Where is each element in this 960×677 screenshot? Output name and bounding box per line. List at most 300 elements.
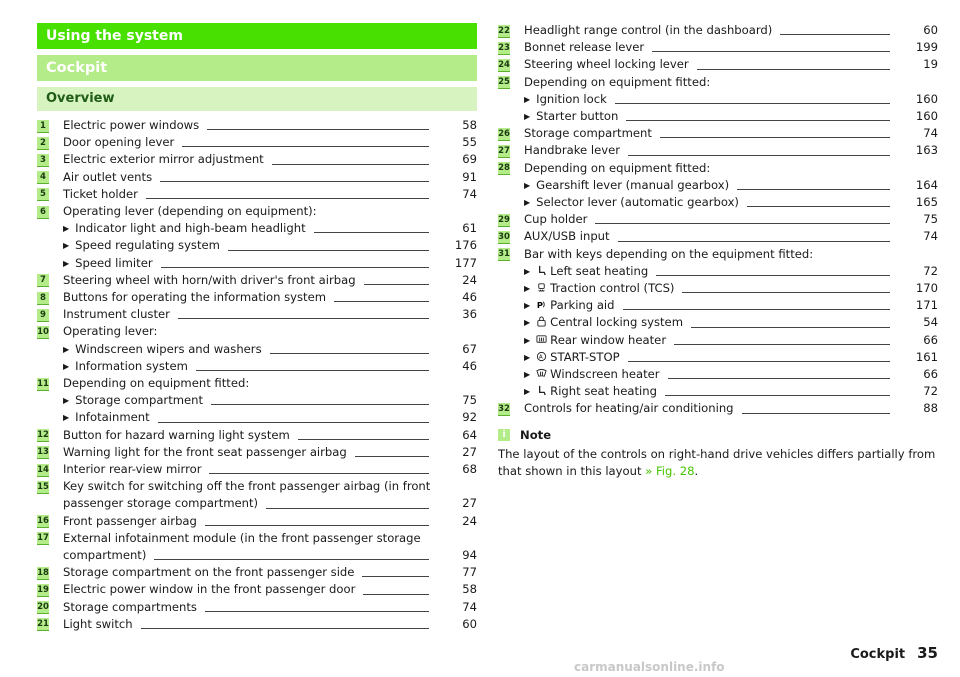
item-number-badge: 21: [37, 619, 49, 630]
sub-item-line: [524, 91, 938, 108]
item-text: [524, 400, 734, 417]
lock-icon: [536, 315, 547, 326]
list-item: [498, 160, 938, 212]
list-item: [37, 289, 477, 306]
item-body: [63, 581, 477, 598]
item-line: [63, 427, 477, 444]
item-label: Storage compartment on the front passenger side: [63, 565, 355, 580]
page-reference: 94: [462, 548, 477, 563]
traction-control-icon: [536, 281, 547, 292]
item-number-badge: 12: [37, 430, 49, 441]
item-label: AUX/USB input: [524, 229, 610, 244]
item-line: [63, 375, 477, 392]
page-reference: 74: [923, 229, 938, 244]
list-item: [37, 599, 477, 616]
item-body: [63, 461, 477, 478]
page-reference: 36: [462, 307, 477, 322]
item-text: [524, 160, 710, 177]
leader-line: [178, 318, 429, 319]
leader-line: [270, 353, 429, 354]
leader-line: [618, 241, 890, 242]
item-label: Cup holder: [524, 212, 588, 227]
leader-line: [207, 129, 429, 130]
note-title: Note: [520, 427, 552, 442]
item-text: [63, 237, 220, 254]
item-body: [63, 513, 477, 530]
leader-line: [209, 473, 429, 474]
item-line: [63, 547, 477, 564]
item-line: [524, 211, 938, 228]
page-reference: 24: [462, 272, 477, 287]
item-label: Speed limiter: [75, 255, 153, 270]
item-number-badge: 11: [37, 378, 49, 389]
item-label: Ignition lock: [536, 91, 607, 106]
sub-item-line: [63, 392, 477, 409]
item-line: [63, 461, 477, 478]
item-label: Storage compartment: [524, 126, 652, 141]
item-text: [63, 117, 199, 134]
item-text: [63, 203, 317, 220]
page-reference: 27: [462, 496, 477, 511]
item-label: Depending on equipment fitted:: [524, 160, 711, 175]
list-item: [498, 74, 938, 126]
item-text: [63, 427, 290, 444]
page-reference: 58: [462, 118, 477, 132]
item-label: Instrument cluster: [63, 307, 170, 322]
subsection-title: Overview: [37, 87, 477, 111]
item-text: [524, 228, 610, 245]
item-label: Right seat heating: [550, 384, 657, 399]
item-label: Light switch: [63, 616, 133, 631]
page-reference: 69: [462, 152, 477, 167]
item-number-badge: 22: [498, 25, 510, 36]
leader-line: [363, 594, 429, 595]
item-label: Warning light for the front seat passenger airbag: [63, 444, 347, 459]
page-reference: 161: [915, 349, 938, 364]
item-text: [524, 297, 615, 314]
page-reference: 66: [923, 332, 938, 347]
item-label: Speed regulating system: [75, 238, 220, 253]
list-item: [498, 22, 938, 39]
page-reference: 54: [923, 315, 938, 330]
item-text: [63, 323, 157, 340]
item-label: Door opening lever: [63, 135, 175, 150]
leader-line: [697, 69, 890, 70]
item-text: [63, 564, 354, 581]
sub-item-line: [524, 280, 938, 297]
item-label: passenger storage compartment): [63, 496, 259, 511]
item-label: Windscreen wipers and washers: [75, 341, 262, 356]
item-number-badge: 7: [37, 274, 49, 287]
page-reference: 61: [462, 221, 477, 236]
leader-line: [364, 284, 429, 285]
item-text: [524, 108, 618, 125]
page-footer: [850, 644, 938, 662]
item-number-badge: 26: [498, 128, 510, 139]
list-item: [37, 169, 477, 186]
page-reference: 177: [454, 255, 477, 270]
page-reference: 74: [462, 599, 477, 614]
item-label: Indicator light and high-beam headlight: [75, 221, 306, 236]
item-body: [63, 444, 477, 461]
info-icon: i: [498, 429, 510, 441]
item-line: [524, 246, 938, 263]
leader-line: [626, 120, 890, 121]
item-body: [63, 186, 477, 203]
list-item: [37, 427, 477, 444]
leader-line: [228, 250, 429, 251]
item-label: Traction control (TCS): [550, 281, 675, 296]
item-body: [524, 400, 938, 417]
item-label: Infotainment: [75, 410, 150, 425]
list-item: [37, 323, 477, 375]
item-label: Operating lever:: [63, 324, 158, 339]
page-reference: 164: [915, 177, 938, 192]
page-reference: 165: [915, 195, 938, 210]
item-text: [63, 444, 347, 461]
item-number-badge: 18: [37, 567, 49, 578]
note-heading: [498, 428, 938, 442]
item-number-badge: 1: [37, 120, 49, 133]
item-text: [524, 56, 689, 73]
item-number-badge: 25: [498, 77, 510, 88]
item-text: [63, 341, 262, 358]
sub-item-line: [524, 383, 938, 400]
item-text: [63, 289, 326, 306]
leader-line: [314, 232, 429, 233]
item-number-badge: 20: [37, 602, 49, 613]
item-label: Windscreen heater: [550, 367, 660, 382]
leader-line: [158, 422, 429, 423]
page-reference: 64: [462, 427, 477, 442]
item-line: [63, 599, 477, 616]
item-label: Storage compartments: [63, 599, 197, 614]
leader-line: [205, 611, 429, 612]
item-text: [63, 272, 356, 289]
leader-line: [182, 146, 429, 147]
parking-aid-icon: [536, 298, 547, 309]
item-body: [63, 530, 477, 564]
item-body: [63, 134, 477, 151]
leader-line: [682, 292, 890, 293]
page-reference: 74: [462, 186, 477, 201]
page-reference: 68: [462, 462, 477, 477]
item-body: [63, 323, 477, 375]
item-line: [63, 478, 477, 495]
page-reference: 77: [462, 565, 477, 580]
item-label: Key switch for switching off the front passenger airbag (in front: [63, 479, 431, 494]
item-body: [63, 203, 477, 272]
leader-line: [146, 198, 429, 199]
item-label: Buttons for operating the information system: [63, 290, 327, 305]
seat-heating-icon: [536, 264, 547, 275]
item-number-badge: 24: [498, 59, 510, 70]
item-label: Selector lever (automatic gearbox): [536, 195, 739, 210]
item-number-badge: 15: [37, 481, 49, 492]
leader-line: [160, 181, 429, 182]
item-number-badge: 32: [498, 403, 510, 414]
list-item: [37, 151, 477, 168]
list-item: [498, 228, 938, 245]
item-text: [524, 142, 620, 159]
item-text: [63, 495, 258, 512]
leader-line: [272, 164, 429, 165]
item-body: [524, 228, 938, 245]
item-line: [524, 22, 938, 39]
list-item: [498, 39, 938, 56]
item-line: [524, 400, 938, 417]
item-label: compartment): [63, 548, 147, 563]
item-label: External infotainment module (in the front passenger storage: [63, 530, 421, 545]
item-body: [63, 169, 477, 186]
item-body: [524, 160, 938, 212]
item-text: [524, 39, 644, 56]
page-reference: 75: [462, 393, 477, 408]
item-label: Ticket holder: [63, 186, 138, 201]
left-column: [37, 23, 477, 633]
leader-line: [161, 267, 429, 268]
item-text: [63, 409, 150, 426]
item-number-badge: 9: [37, 309, 49, 322]
page-reference: 58: [462, 582, 477, 597]
item-text: [63, 513, 197, 530]
page-reference: 92: [462, 410, 477, 425]
list-item: [37, 272, 477, 289]
page-reference: 160: [915, 91, 938, 106]
leader-line: [660, 137, 890, 138]
leader-line: [298, 439, 429, 440]
item-number-badge: 6: [37, 206, 49, 219]
item-line: [63, 151, 477, 168]
item-label: Steering wheel with horn/with driver's front airbag: [63, 272, 356, 287]
item-label: Depending on equipment fitted:: [63, 376, 250, 391]
sub-item-line: [524, 332, 938, 349]
list-item: [37, 581, 477, 598]
item-label: Button for hazard warning light system: [63, 427, 290, 442]
page-reference: 160: [915, 109, 938, 124]
sub-item-line: [524, 314, 938, 331]
item-text: [63, 186, 138, 203]
page-number: 35: [917, 644, 938, 662]
sub-item-line: [63, 237, 477, 254]
leader-line: [196, 370, 429, 371]
item-label: START-STOP: [550, 349, 620, 364]
list-item: [37, 375, 477, 427]
page-reference: 176: [454, 238, 477, 253]
leader-line: [674, 344, 890, 345]
list-item: [498, 125, 938, 142]
sub-item-line: [63, 255, 477, 272]
page-reference: 75: [923, 212, 938, 227]
item-text: [524, 280, 674, 297]
item-line: [524, 160, 938, 177]
item-body: [63, 306, 477, 323]
leader-line: [668, 378, 890, 379]
item-line: [63, 581, 477, 598]
item-number-badge: 5: [37, 188, 49, 201]
item-number-badge: 13: [37, 447, 49, 458]
item-number-badge: 27: [498, 145, 510, 156]
item-number-badge: 8: [37, 292, 49, 305]
item-body: [63, 599, 477, 616]
item-body: [63, 478, 477, 512]
item-text: [524, 177, 729, 194]
list-item: [498, 56, 938, 73]
item-line: [63, 444, 477, 461]
leader-line: [780, 34, 890, 35]
item-line: [63, 272, 477, 289]
leader-line: [595, 223, 890, 224]
item-text: [524, 263, 648, 280]
item-body: [63, 564, 477, 581]
item-body: [524, 246, 938, 401]
item-label: Electric power window in the front passenger door: [63, 582, 356, 597]
leader-line: [141, 628, 429, 629]
page-reference: 46: [462, 290, 477, 305]
item-line: [63, 530, 477, 547]
note-text: [498, 446, 938, 480]
item-text: [63, 358, 188, 375]
list-item: [498, 211, 938, 228]
item-line: [63, 306, 477, 323]
item-text: [524, 246, 813, 263]
leader-line: [628, 361, 890, 362]
item-label: Electric exterior mirror adjustment: [63, 152, 264, 167]
item-number-badge: 2: [37, 137, 49, 150]
leader-line: [615, 103, 890, 104]
item-line: [63, 323, 477, 340]
leader-line: [737, 189, 890, 190]
item-line: [524, 125, 938, 142]
item-text: [524, 74, 710, 91]
item-body: [524, 142, 938, 159]
item-body: [524, 211, 938, 228]
page-reference: 19: [923, 57, 938, 72]
windscreen-heater-icon: [536, 367, 547, 378]
leader-line: [623, 309, 890, 310]
item-label: Operating lever (depending on equipment):: [63, 204, 317, 219]
list-item: [37, 186, 477, 203]
rear-window-heater-icon: [536, 333, 547, 344]
leader-line: [266, 508, 429, 509]
sub-item-line: [63, 220, 477, 237]
item-line: [63, 495, 477, 512]
item-text: [524, 332, 666, 349]
page-reference: 55: [462, 135, 477, 150]
leader-line: [742, 413, 890, 414]
figure-link[interactable]: » Fig. 28: [645, 463, 695, 478]
footer-chapter: Cockpit: [850, 647, 906, 662]
item-number-badge: 3: [37, 154, 49, 167]
item-text: [524, 125, 652, 142]
item-number-badge: 31: [498, 249, 510, 260]
item-number-badge: 10: [37, 326, 49, 337]
watermark: carmanualsonline.info: [574, 660, 725, 674]
sub-item-line: [524, 108, 938, 125]
item-body: [63, 375, 477, 427]
item-number-badge: 30: [498, 231, 510, 242]
left-item-list: [37, 117, 477, 633]
item-number-badge: 4: [37, 171, 49, 184]
item-text: [524, 91, 607, 108]
page-reference: 72: [923, 263, 938, 278]
page-reference: 199: [915, 40, 938, 55]
item-label: Parking aid: [550, 298, 615, 313]
item-text: [63, 375, 249, 392]
item-text: [524, 314, 683, 331]
item-label: Starter button: [536, 109, 619, 124]
item-label: Bar with keys depending on the equipment fitted:: [524, 246, 814, 261]
right-item-list: [498, 22, 938, 418]
item-body: [63, 289, 477, 306]
list-item: [37, 306, 477, 323]
page-reference: 171: [915, 298, 938, 313]
item-text: [63, 478, 430, 495]
item-line: [63, 564, 477, 581]
leader-line: [665, 395, 890, 396]
page-reference: 27: [462, 444, 477, 459]
list-item: [498, 246, 938, 401]
item-label: Rear window heater: [550, 332, 667, 347]
leader-line: [154, 559, 429, 560]
item-label: Bonnet release lever: [524, 40, 645, 55]
item-text: [63, 169, 152, 186]
item-label: Depending on equipment fitted:: [524, 74, 711, 89]
item-text: [63, 392, 203, 409]
leader-line: [211, 404, 429, 405]
page-reference: 67: [462, 341, 477, 356]
list-item: [37, 616, 477, 633]
list-item: [37, 564, 477, 581]
item-text: [524, 194, 739, 211]
item-number-badge: 23: [498, 42, 510, 53]
item-line: [524, 74, 938, 91]
note-end: .: [694, 463, 699, 478]
item-text: [524, 211, 587, 228]
item-number-badge: 19: [37, 584, 49, 595]
page-reference: 60: [923, 23, 938, 37]
leader-line: [691, 327, 890, 328]
item-line: [524, 142, 938, 159]
leader-line: [334, 301, 429, 302]
item-line: [524, 56, 938, 73]
item-body: [63, 151, 477, 168]
item-text: [63, 255, 153, 272]
item-label: Left seat heating: [550, 263, 649, 278]
item-label: Steering wheel locking lever: [524, 57, 689, 72]
sub-item-line: [524, 177, 938, 194]
list-item: [37, 134, 477, 151]
page-reference: 91: [462, 169, 477, 184]
item-line: [63, 289, 477, 306]
item-label: Interior rear-view mirror: [63, 462, 202, 477]
item-text: [524, 383, 657, 400]
leader-line: [628, 155, 890, 156]
list-item: [37, 530, 477, 564]
sub-item-line: [63, 409, 477, 426]
item-body: [524, 22, 938, 39]
item-body: [63, 427, 477, 444]
page-reference: 24: [462, 513, 477, 528]
sub-item-line: [524, 297, 938, 314]
page-reference: 72: [923, 384, 938, 399]
item-text: [63, 547, 146, 564]
item-body: [524, 39, 938, 56]
leader-line: [205, 525, 429, 526]
item-line: [63, 186, 477, 203]
item-text: [63, 306, 170, 323]
item-label: Front passenger airbag: [63, 513, 197, 528]
